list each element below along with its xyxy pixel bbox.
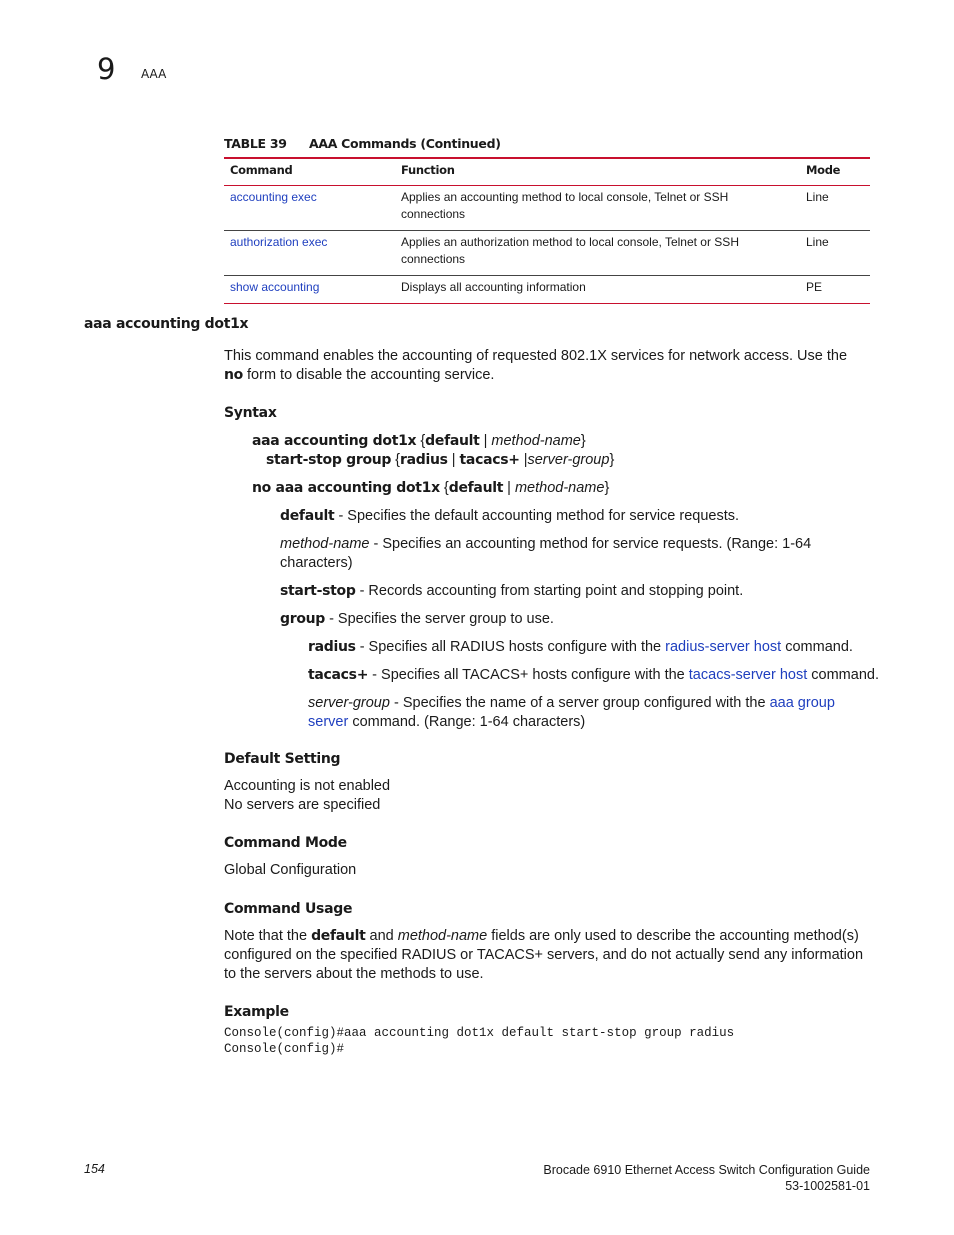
tacacs-server-host-link[interactable]: tacacs-server host — [688, 667, 808, 683]
param-tacacs: tacacs+ - Specifies all TACACS+ hosts configure with the tacacs-server host command. — [308, 667, 879, 683]
default-setting-heading: Default Setting — [224, 751, 341, 767]
radius-server-host-link[interactable]: radius-server host — [665, 639, 782, 655]
aaa-group-server-link[interactable]: aaa group — [769, 695, 835, 711]
param-group: group - Specifies the server group to use. — [280, 611, 554, 627]
command-mode-text: Global Configuration — [224, 862, 357, 878]
command-usage-text: Note that the default and method-name fields are only used to describe the accounting method(s) configured on the specified RADIUS or TACACS+ servers, and do not actually send any information to the servers about the methods to use. — [224, 928, 864, 982]
param-start-stop: start-stop - Records accounting from starting point and stopping point. — [280, 583, 744, 599]
default-setting-text: Accounting is not enabled No servers are specified — [224, 778, 391, 813]
param-method-name: method-name - Specifies an accounting method for service requests. (Range: 1-64 characters) — [280, 536, 812, 571]
param-default: default - Specifies the default accounting method for service requests. — [280, 508, 740, 524]
section-heading: aaa accounting dot1x — [84, 316, 249, 332]
chapter-number: 9 — [97, 52, 116, 86]
table-row — [224, 186, 870, 231]
syntax-heading: Syntax — [224, 405, 277, 421]
command-usage-heading: Command Usage — [224, 901, 353, 917]
table-row — [224, 231, 870, 276]
mode-cell: Line — [800, 231, 870, 276]
example-heading: Example — [224, 1004, 289, 1020]
table-title: AAA Commands (Continued) — [309, 136, 501, 151]
syntax-no-form: no aaa accounting dot1x {default | method-name} — [252, 480, 610, 496]
footer-guide-title: Brocade 6910 Ethernet Access Switch Configuration Guide 53-1002581-01 — [543, 1163, 870, 1193]
table-label: TABLE 39 — [224, 136, 287, 151]
chapter-title: AAA — [141, 67, 167, 81]
aaa-commands-table — [224, 157, 870, 304]
command-link-show-accounting[interactable]: show accounting — [230, 280, 320, 294]
function-cell: Displays all accounting information — [395, 276, 800, 304]
table-header-row — [224, 158, 870, 186]
doc-number: 53-1002581-01 — [785, 1179, 870, 1193]
function-cell: Applies an accounting method to local console, Telnet or SSH connections — [395, 186, 800, 231]
example-code: Console(config)#aaa accounting dot1x default start-stop group radius Console(config)# — [224, 1026, 735, 1056]
aaa-group-server-link-cont[interactable]: server — [308, 714, 349, 730]
mode-cell: Line — [800, 186, 870, 231]
page-number: 154 — [84, 1162, 105, 1176]
function-cell: Applies an authorization method to local console, Telnet or SSH connections — [395, 231, 800, 276]
intro-paragraph: This command enables the accounting of requested 802.1X services for network access. Use the no form to disable the accounting service. — [224, 348, 848, 383]
column-header-command: Command — [224, 158, 395, 186]
table-row — [224, 276, 870, 304]
table-caption — [224, 136, 501, 151]
param-radius: radius - Specifies all RADIUS hosts configure with the radius-server host command. — [308, 639, 853, 655]
command-link-authorization-exec[interactable]: authorization exec — [230, 235, 328, 249]
column-header-function: Function — [395, 158, 800, 186]
command-mode-heading: Command Mode — [224, 835, 347, 851]
param-server-group: server-group - Specifies the name of a server group configured with the aaa group server command. (Range: 1-64 characters) — [308, 695, 835, 730]
command-link-accounting-exec[interactable]: accounting exec — [230, 190, 317, 204]
column-header-mode: Mode — [800, 158, 870, 186]
mode-cell: PE — [800, 276, 870, 304]
syntax-line-2: start-stop group {radius | tacacs+ |server-group} — [266, 452, 615, 468]
syntax-line-1: aaa accounting dot1x {default | method-name} — [252, 433, 586, 449]
